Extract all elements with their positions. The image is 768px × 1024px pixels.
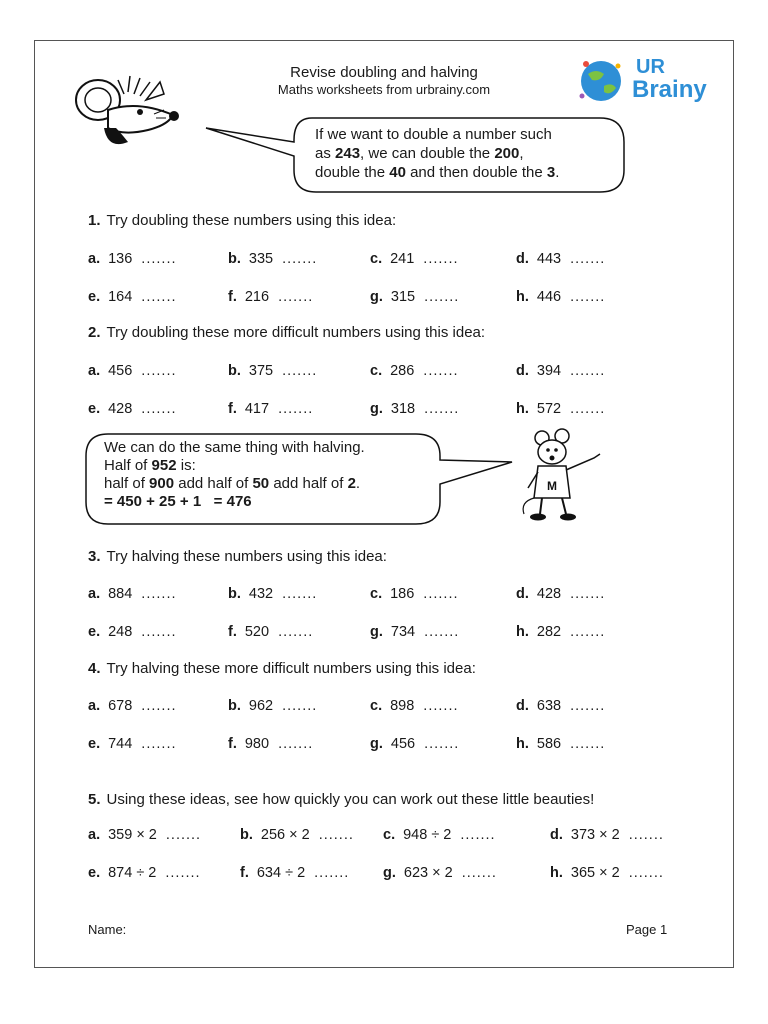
question-5-item-g	[383, 865, 497, 881]
question-4-item-a	[88, 698, 177, 714]
question-4-item-g	[370, 736, 459, 752]
question-1-row-2	[88, 289, 708, 309]
question-5-item-h	[550, 865, 664, 881]
question-3-item-d	[516, 586, 605, 602]
question-4-row-1	[88, 698, 708, 718]
worksheet-subtitle: Maths worksheets from urbrainy.com	[277, 82, 491, 97]
question-number: 4.	[88, 660, 101, 677]
answer-blank[interactable]: .......	[570, 586, 606, 602]
item-value: 586	[536, 736, 562, 752]
bubble1-line2: as 243, we can double the 200,	[315, 145, 524, 162]
item-label: f.	[228, 624, 237, 640]
bubble2-line2: Half of 952 is:	[104, 457, 196, 474]
question-number: 2.	[88, 324, 101, 341]
bubble2-line3: half of 900 add half of 50 add half of 2.	[104, 475, 361, 492]
question-3-row-2	[88, 624, 708, 644]
question-text: Try halving these numbers using this idea:	[106, 548, 387, 565]
question-2-item-e	[88, 401, 177, 417]
item-value: 456	[390, 736, 416, 752]
answer-blank[interactable]: .......	[460, 827, 496, 843]
item-value: 136	[108, 251, 133, 267]
item-value: 456	[108, 363, 133, 379]
logo-ur-text: UR	[636, 56, 665, 78]
answer-blank[interactable]: .......	[461, 865, 497, 881]
question-4-heading	[88, 660, 476, 677]
question-2-item-b	[228, 363, 317, 379]
item-label: b.	[240, 827, 253, 843]
item-value: 428	[108, 401, 133, 417]
item-value: 874 ÷ 2	[108, 865, 157, 881]
globe-icon	[578, 58, 624, 104]
question-3-heading	[88, 548, 387, 565]
item-label: h.	[550, 865, 563, 881]
question-5-row-2	[88, 865, 708, 885]
item-label: d.	[516, 363, 529, 379]
answer-blank[interactable]: .......	[282, 251, 318, 267]
item-label: g.	[370, 624, 383, 640]
item-label: e.	[88, 624, 101, 640]
question-1-row-1	[88, 251, 708, 271]
question-1-item-e	[88, 289, 177, 305]
item-value: 248	[108, 624, 133, 640]
item-value: 734	[390, 624, 416, 640]
item-value: 216	[244, 289, 270, 305]
item-label: a.	[88, 586, 101, 602]
item-label: c.	[370, 586, 383, 602]
item-value: 373 × 2	[570, 827, 620, 843]
item-label: d.	[516, 698, 529, 714]
item-value: 744	[108, 736, 133, 752]
item-value: 948 ÷ 2	[403, 827, 452, 843]
question-3-item-a	[88, 586, 177, 602]
question-4-item-h	[516, 736, 605, 752]
answer-blank[interactable]: .......	[141, 698, 177, 714]
item-value: 365 × 2	[570, 865, 620, 881]
item-label: g.	[370, 736, 383, 752]
item-label: e.	[88, 289, 101, 305]
question-text: Try doubling these more difficult numbers using this idea:	[106, 324, 486, 341]
question-2-item-f	[228, 401, 313, 417]
item-label: f.	[228, 736, 237, 752]
item-value: 318	[390, 401, 416, 417]
item-label: g.	[370, 289, 383, 305]
item-label: c.	[370, 698, 383, 714]
question-4-item-b	[228, 698, 317, 714]
item-label: d.	[550, 827, 563, 843]
item-value: 315	[390, 289, 416, 305]
answer-blank[interactable]: .......	[278, 624, 314, 640]
answer-blank[interactable]: .......	[570, 736, 606, 752]
item-value: 186	[390, 586, 415, 602]
answer-blank[interactable]: .......	[570, 698, 606, 714]
question-number: 1.	[88, 212, 101, 229]
answer-blank[interactable]: .......	[165, 827, 202, 843]
answer-blank[interactable]: .......	[424, 736, 460, 752]
answer-blank[interactable]: .......	[282, 586, 318, 602]
question-2-item-g	[370, 401, 459, 417]
item-label: h.	[516, 289, 529, 305]
question-1-item-h	[516, 289, 605, 305]
answer-blank[interactable]: .......	[282, 363, 318, 379]
question-2-item-d	[516, 363, 605, 379]
answer-blank[interactable]: .......	[141, 251, 177, 267]
answer-blank[interactable]: .......	[570, 401, 606, 417]
question-5-row-1	[88, 827, 708, 847]
bubble1-line1: If we want to double a number such	[315, 126, 552, 143]
item-label: c.	[370, 251, 383, 267]
question-3-row-1	[88, 586, 708, 606]
answer-blank[interactable]: .......	[318, 827, 354, 843]
question-1-item-f	[228, 289, 313, 305]
question-text: Using these ideas, see how quickly you can work out these little beauties!	[106, 791, 595, 808]
question-1-item-a	[88, 251, 177, 267]
item-label: g.	[383, 865, 396, 881]
item-value: 241	[390, 251, 415, 267]
item-value: 623 × 2	[403, 865, 453, 881]
question-5-item-b	[240, 827, 354, 843]
question-5-item-c	[383, 827, 496, 843]
item-label: h.	[516, 401, 529, 417]
item-value: 980	[244, 736, 270, 752]
question-1-item-b	[228, 251, 317, 267]
item-label: b.	[228, 586, 241, 602]
item-value: 394	[536, 363, 562, 379]
question-2-row-1	[88, 363, 708, 383]
answer-blank[interactable]: .......	[423, 698, 459, 714]
question-2-item-a	[88, 363, 177, 379]
bubble2-line1: We can do the same thing with halving.	[104, 439, 365, 456]
question-4-item-f	[228, 736, 313, 752]
worksheet-title: Revise doubling and halving	[290, 64, 478, 81]
item-label: b.	[228, 698, 241, 714]
answer-blank[interactable]: .......	[570, 624, 606, 640]
item-label: d.	[516, 251, 529, 267]
item-label: e.	[88, 401, 101, 417]
question-number: 5.	[88, 791, 101, 808]
question-2-item-h	[516, 401, 605, 417]
item-value: 164	[108, 289, 133, 305]
answer-blank[interactable]: .......	[424, 624, 460, 640]
item-label: d.	[516, 586, 529, 602]
question-5-item-e	[88, 865, 201, 881]
item-label: h.	[516, 736, 529, 752]
answer-blank[interactable]: .......	[141, 289, 177, 305]
item-value: 898	[390, 698, 415, 714]
answer-blank[interactable]: .......	[141, 736, 177, 752]
question-3-item-g	[370, 624, 459, 640]
item-value: 678	[108, 698, 133, 714]
question-3-item-f	[228, 624, 313, 640]
mouse-shirt-letter: M	[547, 479, 557, 493]
item-value: 335	[248, 251, 274, 267]
answer-blank[interactable]: .......	[628, 827, 664, 843]
answer-blank[interactable]: .......	[165, 865, 201, 881]
answer-blank[interactable]: .......	[424, 401, 460, 417]
item-label: a.	[88, 827, 101, 843]
question-1-item-g	[370, 289, 459, 305]
item-value: 634 ÷ 2	[256, 865, 306, 881]
bubble1-line3: double the 40 and then double the 3.	[315, 164, 560, 181]
mouse-head-illustration	[68, 70, 188, 160]
item-label: h.	[516, 624, 529, 640]
item-value: 962	[248, 698, 274, 714]
answer-blank[interactable]: .......	[278, 401, 314, 417]
question-4-row-2	[88, 736, 708, 756]
question-4-item-d	[516, 698, 605, 714]
answer-blank[interactable]: .......	[141, 363, 177, 379]
item-label: a.	[88, 251, 101, 267]
logo-brainy-text: Brainy	[632, 76, 707, 103]
question-3-item-e	[88, 624, 177, 640]
item-value: 432	[248, 586, 274, 602]
answer-blank[interactable]: .......	[141, 586, 177, 602]
answer-blank[interactable]: .......	[423, 363, 459, 379]
question-3-item-c	[370, 586, 459, 602]
item-value: 443	[536, 251, 562, 267]
item-label: b.	[228, 363, 241, 379]
question-5-item-a	[88, 827, 201, 843]
question-2-item-c	[370, 363, 459, 379]
question-5-heading	[88, 791, 594, 808]
item-label: c.	[370, 363, 383, 379]
item-label: f.	[228, 289, 237, 305]
question-4-item-c	[370, 698, 459, 714]
item-value: 417	[244, 401, 270, 417]
answer-blank[interactable]: .......	[628, 865, 664, 881]
item-label: a.	[88, 698, 101, 714]
item-value: 428	[536, 586, 562, 602]
item-value: 884	[108, 586, 133, 602]
item-value: 572	[536, 401, 562, 417]
item-label: c.	[383, 827, 396, 843]
item-value: 286	[390, 363, 415, 379]
question-text: Try doubling these numbers using this idea:	[106, 212, 397, 229]
item-label: e.	[88, 736, 101, 752]
answer-blank[interactable]: .......	[141, 624, 177, 640]
answer-blank[interactable]: .......	[314, 865, 350, 881]
question-1-item-c	[370, 251, 459, 267]
question-1-heading	[88, 212, 396, 229]
standing-mouse-illustration	[520, 428, 620, 528]
question-2-row-2	[88, 401, 708, 421]
bubble2-line4: = 450 + 25 + 1 = 476	[104, 493, 252, 510]
question-3-item-b	[228, 586, 317, 602]
answer-blank[interactable]: .......	[423, 586, 459, 602]
page-number: Page 1	[626, 922, 668, 937]
answer-blank[interactable]: .......	[141, 401, 177, 417]
answer-blank[interactable]: .......	[570, 289, 606, 305]
answer-blank[interactable]: .......	[423, 251, 459, 267]
item-label: f.	[228, 401, 237, 417]
urbrainy-logo	[578, 54, 718, 108]
question-text: Try halving these more difficult numbers using this idea:	[106, 660, 476, 677]
question-5-item-d	[550, 827, 664, 843]
speech-bubble-2	[104, 439, 444, 511]
item-value: 520	[244, 624, 270, 640]
item-value: 638	[536, 698, 562, 714]
item-value: 256 × 2	[260, 827, 310, 843]
question-number: 3.	[88, 548, 101, 565]
question-4-item-e	[88, 736, 177, 752]
question-5-item-f	[240, 865, 349, 881]
item-label: b.	[228, 251, 241, 267]
question-1-item-d	[516, 251, 605, 267]
name-label: Name:	[88, 922, 127, 937]
answer-blank[interactable]: .......	[278, 289, 314, 305]
answer-blank[interactable]: .......	[282, 698, 318, 714]
answer-blank[interactable]: .......	[570, 251, 606, 267]
item-value: 446	[536, 289, 562, 305]
item-label: g.	[370, 401, 383, 417]
answer-blank[interactable]: .......	[570, 363, 606, 379]
item-label: e.	[88, 865, 101, 881]
answer-blank[interactable]: .......	[278, 736, 314, 752]
item-value: 359 × 2	[108, 827, 157, 843]
question-2-heading	[88, 324, 485, 341]
item-value: 282	[536, 624, 562, 640]
speech-bubble-1	[315, 125, 625, 182]
item-value: 375	[248, 363, 274, 379]
answer-blank[interactable]: .......	[424, 289, 460, 305]
question-3-item-h	[516, 624, 605, 640]
item-label: a.	[88, 363, 101, 379]
item-label: f.	[240, 865, 249, 881]
